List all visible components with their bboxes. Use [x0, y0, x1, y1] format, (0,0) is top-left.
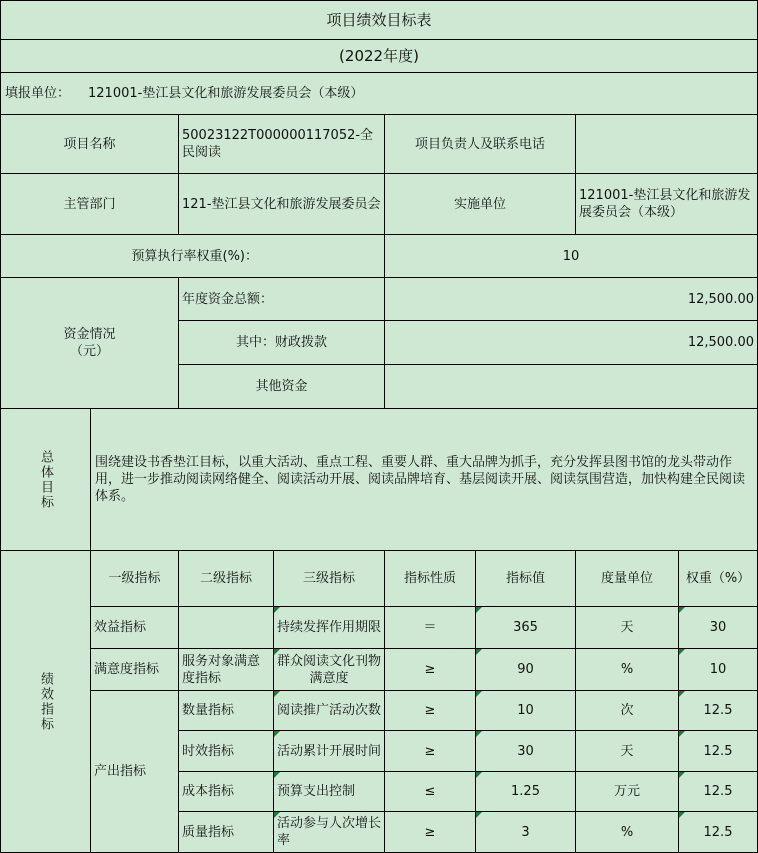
row6-weight: 12.5	[679, 812, 758, 853]
row4-unit: 天	[576, 731, 679, 772]
row6-level3: 活动参与人次增长率	[274, 812, 385, 853]
row4-weight: 12.5	[679, 731, 758, 772]
annual-total-value: 12,500.00	[385, 278, 758, 321]
sheet-title: 项目绩效目标表	[0, 0, 758, 40]
sheet-year: (2022年度)	[0, 40, 758, 73]
budget-weight-value: 10	[385, 235, 758, 278]
row1-unit: 天	[576, 607, 679, 649]
perf-label	[0, 551, 91, 853]
budget-weight-label: 预算执行率权重(%)：	[0, 235, 385, 278]
row5-value: 1.25	[476, 772, 576, 812]
row5-level3: 预算支出控制	[274, 772, 385, 812]
funds-label-text: 资金情况（元）	[63, 327, 116, 359]
row1-nature: ＝	[385, 607, 476, 649]
perf-label-text: 绩效指标	[38, 671, 53, 732]
header-unit: 度量单位	[576, 551, 679, 607]
dept-value: 121-垫江县文化和旅游发展委员会	[179, 174, 385, 235]
dept-label: 主管部门	[0, 174, 179, 235]
row2-weight: 10	[679, 649, 758, 691]
row4-level2: 时效指标	[179, 731, 274, 772]
reporting-unit-value: 121001-垫江县文化和旅游发展委员会（本级）	[88, 86, 364, 101]
goal-label-text: 总体目标	[38, 449, 53, 510]
row1-level2	[179, 607, 274, 649]
contact-value	[576, 115, 758, 174]
goal-label	[0, 409, 91, 551]
row3-nature: ≥	[385, 691, 476, 731]
row5-nature: ≤	[385, 772, 476, 812]
row3-level2: 数量指标	[179, 691, 274, 731]
row3-level1: 产出指标	[91, 691, 179, 853]
funds-label	[0, 278, 179, 409]
project-name-label: 项目名称	[0, 115, 179, 174]
header-nature: 指标性质	[385, 551, 476, 607]
header-weight: 权重（%）	[679, 551, 758, 607]
row2-level3: 群众阅读文化刊物满意度	[274, 649, 385, 691]
row1-weight: 30	[679, 607, 758, 649]
header-level3: 三级指标	[274, 551, 385, 607]
annual-total-label: 年度资金总额：	[179, 278, 385, 321]
row6-level2: 质量指标	[179, 812, 274, 853]
fiscal-label: 其中：财政拨款	[179, 321, 385, 365]
row2-level1: 满意度指标	[91, 649, 179, 691]
row2-value: 90	[476, 649, 576, 691]
row1-level1: 效益指标	[91, 607, 179, 649]
other-funds-value	[385, 365, 758, 409]
impl-value: 121001-垫江县文化和旅游发展委员会（本级）	[576, 174, 758, 235]
row2-nature: ≥	[385, 649, 476, 691]
row5-unit: 万元	[576, 772, 679, 812]
row4-level3: 活动累计开展时间	[274, 731, 385, 772]
row4-value: 30	[476, 731, 576, 772]
row3-weight: 12.5	[679, 691, 758, 731]
row2-level2: 服务对象满意度指标	[179, 649, 274, 691]
row3-unit: 次	[576, 691, 679, 731]
row2-unit: %	[576, 649, 679, 691]
row5-level2: 成本指标	[179, 772, 274, 812]
fiscal-value: 12,500.00	[385, 321, 758, 365]
row6-value: 3	[476, 812, 576, 853]
project-name-value: 50023122T000000117052-全民阅读	[179, 115, 385, 174]
header-level2: 二级指标	[179, 551, 274, 607]
other-funds-label: 其他资金	[179, 365, 385, 409]
row1-level3: 持续发挥作用期限	[274, 607, 385, 649]
row3-value: 10	[476, 691, 576, 731]
row5-weight: 12.5	[679, 772, 758, 812]
row1-value: 365	[476, 607, 576, 649]
reporting-unit-label: 填报单位：	[5, 86, 71, 101]
row4-nature: ≥	[385, 731, 476, 772]
goal-text: 围绕建设书香垫江目标，以重大活动、重点工程、重要人群、重大品牌为抓手，充分发挥县图书馆的龙头带动作用，进一步推动阅读网络健全、阅读活动开展、阅读品牌培育、基层阅读开展、阅读氛围营造，加快构建全民阅读体系。	[91, 409, 758, 551]
row3-level3: 阅读推广活动次数	[274, 691, 385, 731]
header-level1: 一级指标	[91, 551, 179, 607]
row6-nature: ≥	[385, 812, 476, 853]
reporting-unit-row	[0, 73, 758, 115]
contact-label: 项目负责人及联系电话	[385, 115, 576, 174]
impl-label: 实施单位	[385, 174, 576, 235]
row6-unit: %	[576, 812, 679, 853]
header-value: 指标值	[476, 551, 576, 607]
